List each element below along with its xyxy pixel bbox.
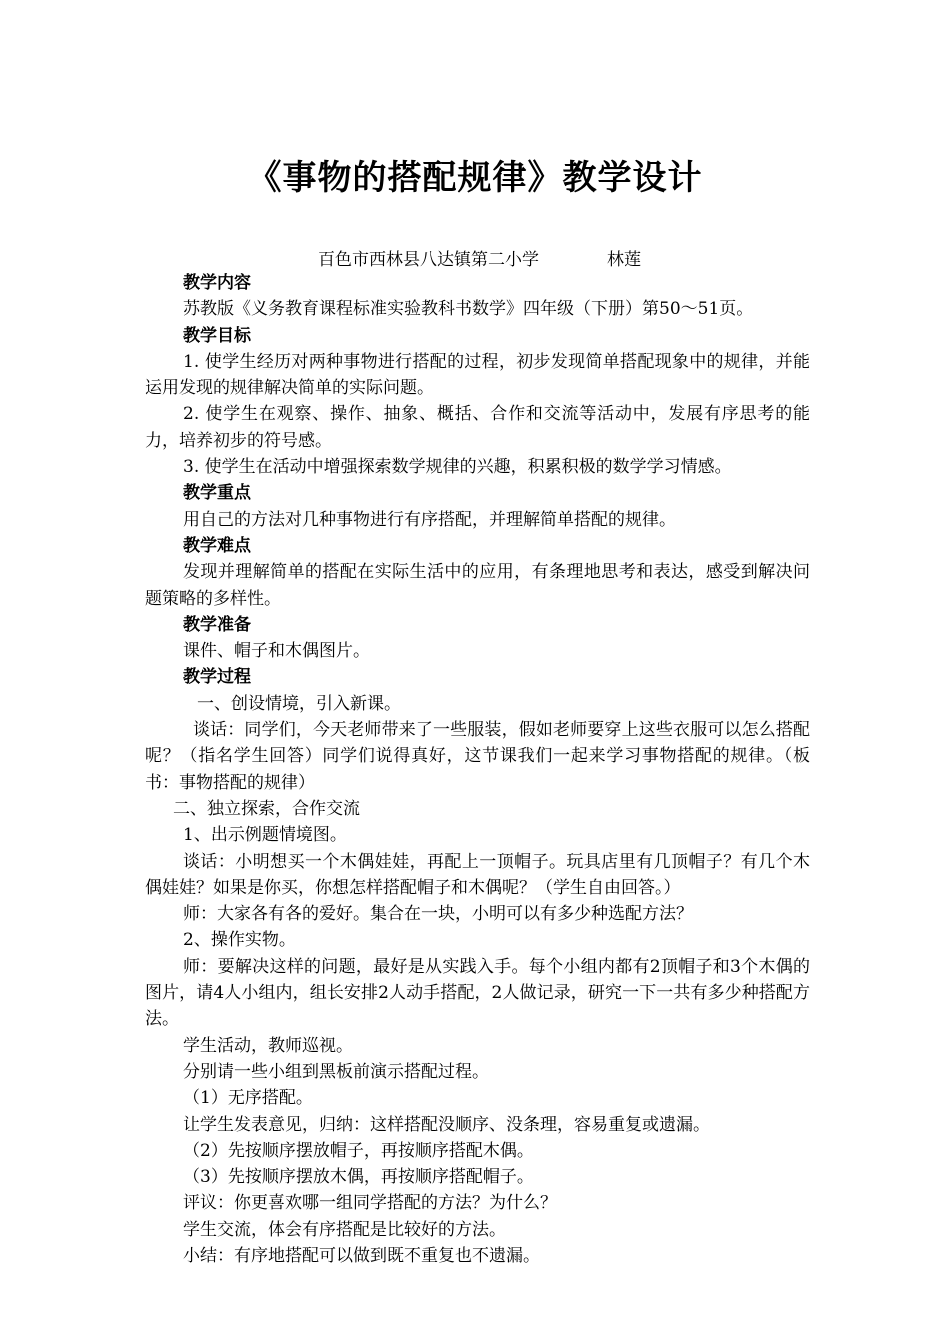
key-points-text: 用自己的方法对几种事物进行有序搭配，并理解简单搭配的规律。 [183, 509, 676, 530]
process-paragraph: 小结：有序地搭配可以做到既不重复也不遗漏。 [183, 1245, 540, 1266]
section-heading-preparation: 教学准备 [183, 614, 251, 635]
process-paragraph: 谈话：同学们，今天老师带来了一些服装，假如老师要穿上这些衣服可以怎么搭配呢？（指名学生回答）同学们说得真好，这节课我们一起来学习事物搭配的规律。（板书：事物搭配的规律） [145, 720, 810, 793]
process-paragraph: 让学生发表意见，归纳：这样搭配没顺序、没条理，容易重复或遗漏。 [183, 1114, 710, 1135]
goal-item: 2. 使学生在观察、操作、抽象、概括、合作和交流等活动中，发展有序思考的能力，培养初步的符号感。 [145, 404, 810, 451]
process-step: 1、出示例题情境图。 [183, 825, 347, 846]
process-paragraph: 师：大家各有各的爱好。集合在一块，小明可以有多少种选配方法？ [183, 904, 693, 925]
section-heading-process: 教学过程 [183, 667, 251, 688]
process-step: 2、操作实物。 [183, 930, 296, 951]
difficulties-text: 发现并理解简单的搭配在实际生活中的应用，有条理地思考和表达，感受到解决问题策略的多样性。 [145, 562, 810, 609]
process-paragraph: 学生活动，教师巡视。 [183, 1035, 353, 1056]
process-step: 二、独立探索，合作交流 [173, 798, 360, 819]
process-step: （3）先按顺序摆放木偶，再按顺序搭配帽子。 [183, 1167, 534, 1188]
section-heading-content: 教学内容 [183, 273, 251, 293]
author-name: 林莲 [607, 250, 641, 270]
content-text: 苏教版《义务教育课程标准实验教科书数学》四年级（下册）第50～51页。 [183, 299, 754, 320]
process-paragraph: 评议：你更喜欢哪一组同学搭配的方法？为什么？ [183, 1193, 557, 1214]
document-title: 《事物的搭配规律》教学设计 [247, 158, 703, 198]
author-line [318, 245, 641, 270]
section-heading-key-points: 教学重点 [183, 483, 251, 504]
goal-item: 1. 使学生经历对两种事物进行搭配的过程，初步发现简单搭配现象中的规律，并能运用发现的规律解决简单的实际问题。 [145, 351, 810, 399]
author-school: 百色市西林县八达镇第二小学 [318, 250, 539, 270]
process-paragraph: 师：要解决这样的问题，最好是从实践入手。每个小组内都有2顶帽子和3个木偶的图片，请4人小组内，组长安排2人动手搭配，2人做记录，研究一下一共有多少种搭配方法。 [145, 956, 810, 1030]
preparation-text: 课件、帽子和木偶图片。 [183, 641, 370, 662]
process-paragraph: 谈话：小明想买一个木偶娃娃，再配上一顶帽子。玩具店里有几顶帽子？有几个木偶娃娃？如果是你买，你想怎样搭配帽子和木偶呢？（学生自由回答。） [145, 851, 810, 898]
goal-item: 3. 使学生在活动中增强探索数学规律的兴趣，积累积极的数学学习情感。 [183, 457, 732, 478]
process-step: （2）先按顺序摆放帽子，再按顺序搭配木偶。 [183, 1140, 534, 1161]
process-step: （1）无序搭配。 [183, 1088, 313, 1109]
document-body [145, 270, 810, 1269]
process-paragraph: 学生交流，体会有序搭配是比较好的方法。 [183, 1219, 506, 1240]
process-paragraph: 分别请一些小组到黑板前演示搭配过程。 [183, 1061, 489, 1082]
section-heading-difficulties: 教学难点 [183, 535, 251, 556]
process-step: 一、创设情境，引入新课。 [197, 693, 401, 714]
section-heading-goals: 教学目标 [183, 325, 251, 346]
